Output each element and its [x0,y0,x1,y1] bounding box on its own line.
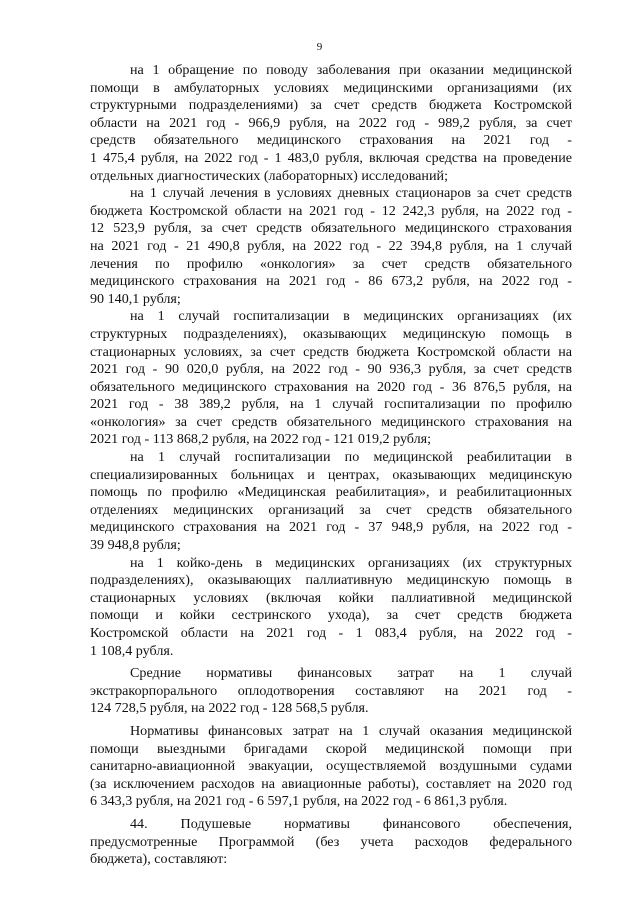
paragraph [90,555,572,661]
paragraph-line: стационарных условиях, за счет средств бюджета Костромской области на [90,343,572,360]
paragraph-line: бюджета), составляют: [90,851,228,868]
paragraph-line: структурных подразделениях), оказывающих медицинскую помощь в [90,325,572,342]
paragraph-line: специализированных больницах и центрах, оказывающих медицинскую [90,466,572,483]
paragraph-line: экстракорпорального оплодотворения составляют на 2021 год - [90,682,572,699]
paragraph-line: структурными подразделениями) за счет средств бюджета Костромской [90,97,572,114]
paragraph-line: области на 2021 год - 966,9 рубля, на 2022 год - 989,2 рубля, за счет [90,114,572,131]
paragraph-line: медицинского страхования на 2021 год - 86 673,2 рубля, на 2022 год - [90,273,572,290]
paragraph-line: 2021 год - 113 868,2 рубля, на 2022 год - 121 019,2 рубля; [90,431,432,448]
paragraph-line: на 1 случай госпитализации по медицинской реабилитации в [130,449,572,466]
paragraph [90,185,572,308]
paragraph-line: бюджета Костромской области на 2021 год - 12 242,3 рубля, на 2022 год - [90,202,572,219]
paragraph-line: обязательного медицинского страхования на 2020 год - 36 876,5 рубля, на [90,378,572,395]
paragraph-line: санитарно-авиационной эвакуации, осуществляемой воздушными судами [90,758,572,775]
document-body [90,62,572,869]
paragraph-line: Костромской области на 2021 год - 1 083,4 рубля, на 2022 год - [90,625,572,641]
paragraph-line: помощь по профилю «Медицинская реабилитация», и реабилитационных [90,484,572,501]
paragraph-line: 44. Подушевые нормативы финансового обеспечения, [130,815,572,832]
paragraph [90,816,572,869]
paragraph-line: на 1 койко-день в медицинских организациях (их структурных [130,554,572,571]
paragraph-line: 2021 год - 90 020,0 рубля, на 2022 год - 90 936,3 рубля, за счет средств [90,361,572,378]
paragraph-line: помощи в амбулаторных условиях медицинскими организациями (их [90,79,572,96]
paragraph [90,308,572,449]
paragraph-line: 1 475,4 рубля, на 2022 год - 1 483,0 рубля, включая средства на проведение [90,149,572,166]
paragraph-line: 2021 год - 38 389,2 рубля, на 1 случай госпитализации по профилю [90,396,572,413]
paragraph-line: подразделениях), оказывающих паллиативную медицинскую помощь в [90,572,572,589]
paragraph-line: медицинского страхования на 2021 год - 37 948,9 рубля, на 2022 год - [90,519,572,536]
paragraph-line: помощи выездными бригадами скорой медицинской помощи при [90,740,572,757]
paragraph-line: 90 140,1 рубля; [90,290,181,307]
paragraph-line: (за исключением расходов на авиационные работы), составляет на 2020 год [90,775,572,792]
paragraph [90,665,572,718]
paragraph-line: 6 343,3 рубля, на 2021 год - 6 597,1 рубля, на 2022 год - 6 861,3 рубля. [90,793,508,810]
paragraph-line: на 1 случай лечения в условиях дневных стационаров за счет средств [130,185,572,202]
paragraph-line: 39 948,8 рубля; [90,537,181,554]
paragraph [90,723,572,811]
paragraph-line: на 2021 год - 21 490,8 рубля, на 2022 год - 22 394,8 рубля, на 1 случай [90,237,572,254]
paragraph-line: отдельных диагностических (лабораторных) исследований; [90,167,448,184]
paragraph-line: предусмотренные Программой (без учета расходов федерального [90,833,572,850]
paragraph-line: помощи и койки сестринского ухода), за счет средств бюджета [90,607,572,624]
paragraph-line: стационарных условиях (включая койки паллиативной медицинской [90,589,572,606]
page-number: 9 [316,41,323,53]
paragraph-line: «онкология» за счет средств обязательного медицинского страхования на [90,413,572,430]
paragraph-line: на 1 случай госпитализации в медицинских организациях (их [130,308,572,325]
paragraph [90,62,572,185]
paragraph-line: лечения по профилю «онкология» за счет средств обязательного [90,255,572,272]
paragraph-line: Средние нормативы финансовых затрат на 1 случай [130,665,572,682]
paragraph-line: 124 728,5 рубля, на 2022 год - 128 568,5 рубля. [90,700,369,717]
paragraph-line: 1 108,4 рубля. [90,642,174,659]
paragraph-line: на 1 обращение по поводу заболевания при оказании медицинской [130,62,572,78]
paragraph-line: отделениях медицинских организаций за счет средств обязательного [90,501,572,518]
paragraph [90,449,572,555]
paragraph-line: средств обязательного медицинского страхования на 2021 год - [90,132,572,149]
paragraph-line: Нормативы финансовых затрат на 1 случай оказания медицинской [130,722,572,739]
paragraph-line: 12 523,9 рубля, за счет средств обязательного медицинского страхования [90,220,572,237]
